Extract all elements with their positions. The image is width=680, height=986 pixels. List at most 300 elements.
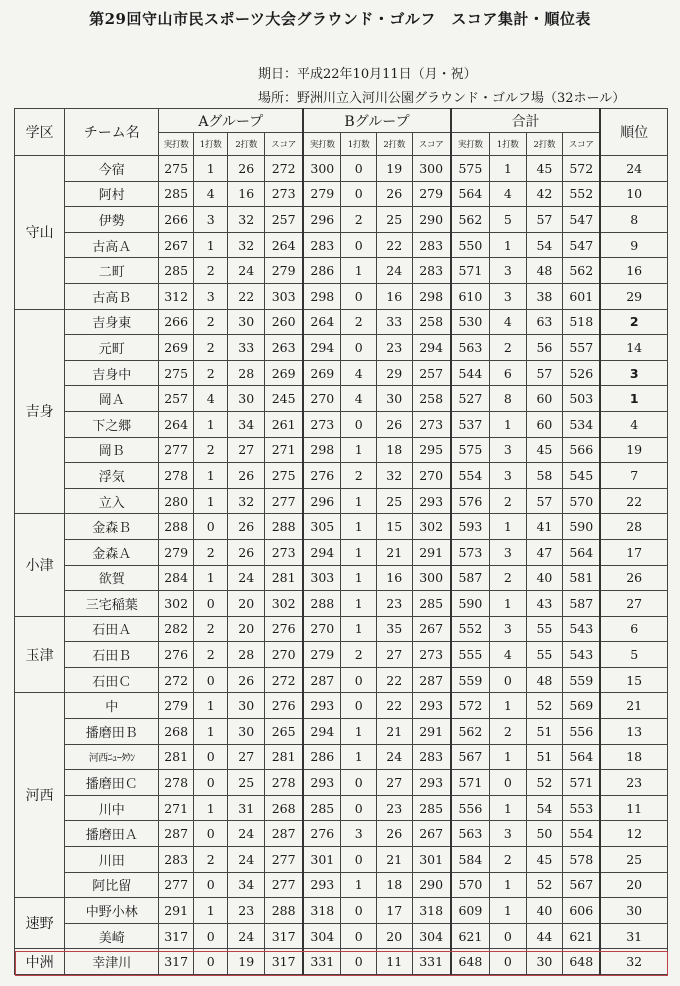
total-score-cell: 606 [563,898,601,924]
group-a-hole-in-one-cell: 2 [193,360,228,386]
total-score-cell: 543 [563,616,601,642]
group-b-score-cell: 290 [412,872,451,898]
total-strokes-cell: 609 [451,898,490,924]
group-b-hole-in-one-cell: 2 [341,207,377,233]
subheader-hole-in-one: 1打数 [193,133,228,156]
group-a-strokes-cell: 277 [159,437,194,463]
group-a-score-cell: 260 [265,309,304,335]
group-b-two-strokes-cell: 33 [376,309,412,335]
group-b-hole-in-one-cell: 0 [341,923,377,949]
rank-cell: 22 [600,488,667,514]
group-a-hole-in-one-cell: 3 [193,283,228,309]
subheader-two-strokes: 2打数 [526,133,563,156]
group-a-strokes-cell: 285 [159,258,194,284]
group-a-two-strokes-cell: 28 [228,642,265,668]
total-hole-in-one-cell: 1 [489,156,526,182]
team-name-cell: 欲賀 [65,565,159,591]
group-b-score-cell: 318 [412,898,451,924]
team-name-cell: 中野小林 [65,898,159,924]
table-row [15,770,668,796]
total-score-cell: 566 [563,437,601,463]
group-a-score-cell: 245 [265,386,304,412]
group-a-score-cell: 257 [265,207,304,233]
subheader-score: スコア [412,133,451,156]
total-hole-in-one-cell: 1 [489,898,526,924]
group-a-score-cell: 273 [265,539,304,565]
group-a-two-strokes-cell: 26 [228,539,265,565]
group-b-score-cell: 293 [412,488,451,514]
group-a-strokes-cell: 285 [159,181,194,207]
total-score-cell: 547 [563,207,601,233]
table-row [15,744,668,770]
rank-cell: 16 [600,258,667,284]
total-hole-in-one-cell: 0 [489,770,526,796]
group-b-hole-in-one-cell: 2 [341,642,377,668]
total-two-strokes-cell: 56 [526,335,563,361]
group-a-score-cell: 271 [265,437,304,463]
total-strokes-cell: 552 [451,616,490,642]
group-b-strokes-cell: 293 [303,693,341,719]
group-b-two-strokes-cell: 17 [376,898,412,924]
total-strokes-cell: 562 [451,207,490,233]
group-b-strokes-cell: 276 [303,463,341,489]
total-two-strokes-cell: 58 [526,463,563,489]
group-b-hole-in-one-cell: 1 [341,539,377,565]
group-a-two-strokes-cell: 20 [228,616,265,642]
total-score-cell: 569 [563,693,601,719]
table-row [15,360,668,386]
group-b-strokes-cell: 285 [303,795,341,821]
group-b-score-cell: 331 [412,949,451,975]
table-row [15,693,668,719]
group-b-hole-in-one-cell: 0 [341,232,377,258]
group-b-hole-in-one-cell: 1 [341,437,377,463]
total-strokes-cell: 570 [451,872,490,898]
group-a-strokes-cell: 302 [159,591,194,617]
rank-cell: 17 [600,539,667,565]
group-a-strokes-cell: 288 [159,514,194,540]
subheader-strokes: 実打数 [303,133,341,156]
rank-cell: 27 [600,591,667,617]
group-b-strokes-cell: 296 [303,488,341,514]
total-score-cell: 553 [563,795,601,821]
group-b-two-strokes-cell: 27 [376,770,412,796]
total-hole-in-one-cell: 3 [489,437,526,463]
total-strokes-cell: 563 [451,821,490,847]
group-b-score-cell: 267 [412,616,451,642]
team-name-cell: 石田Ｃ [65,667,159,693]
team-name-cell: 伊勢 [65,207,159,233]
table-row [15,335,668,361]
group-b-strokes-cell: 286 [303,744,341,770]
group-a-two-strokes-cell: 26 [228,514,265,540]
header-group-a: Aグループ [159,109,303,133]
group-b-strokes-cell: 293 [303,770,341,796]
group-b-score-cell: 283 [412,258,451,284]
rank-cell: 13 [600,719,667,745]
table-row [15,565,668,591]
group-a-two-strokes-cell: 23 [228,898,265,924]
total-two-strokes-cell: 40 [526,565,563,591]
group-b-hole-in-one-cell: 1 [341,616,377,642]
group-b-two-strokes-cell: 23 [376,335,412,361]
group-b-two-strokes-cell: 35 [376,616,412,642]
group-a-hole-in-one-cell: 4 [193,181,228,207]
table-row [15,437,668,463]
group-b-strokes-cell: 296 [303,207,341,233]
total-two-strokes-cell: 54 [526,232,563,258]
group-b-hole-in-one-cell: 4 [341,360,377,386]
total-two-strokes-cell: 44 [526,923,563,949]
total-hole-in-one-cell: 3 [489,463,526,489]
group-a-score-cell: 272 [265,156,304,182]
rank-cell: 23 [600,770,667,796]
rank-cell: 28 [600,514,667,540]
page-title: 第29回守山市民スポーツ大会グラウンド・ゴルフ スコア集計・順位表 [89,10,591,28]
total-strokes-cell: 571 [451,770,490,796]
group-b-strokes-cell: 331 [303,949,341,975]
subheader-strokes: 実打数 [159,133,194,156]
group-a-two-strokes-cell: 34 [228,872,265,898]
rank-cell: 10 [600,181,667,207]
total-hole-in-one-cell: 3 [489,283,526,309]
total-score-cell: 571 [563,770,601,796]
group-b-two-strokes-cell: 20 [376,923,412,949]
total-score-cell: 557 [563,335,601,361]
header-group-b: Bグループ [303,109,451,133]
group-a-hole-in-one-cell: 2 [193,258,228,284]
group-a-two-strokes-cell: 34 [228,411,265,437]
total-score-cell: 559 [563,667,601,693]
group-a-hole-in-one-cell: 1 [193,411,228,437]
group-a-strokes-cell: 284 [159,565,194,591]
total-strokes-cell: 610 [451,283,490,309]
group-a-strokes-cell: 264 [159,411,194,437]
rank-cell: 32 [600,949,667,975]
group-a-hole-in-one-cell: 0 [193,770,228,796]
group-a-strokes-cell: 269 [159,335,194,361]
group-b-hole-in-one-cell: 0 [341,898,377,924]
total-strokes-cell: 527 [451,386,490,412]
group-a-score-cell: 275 [265,463,304,489]
group-a-score-cell: 278 [265,770,304,796]
total-hole-in-one-cell: 1 [489,795,526,821]
rank-cell: 7 [600,463,667,489]
group-b-strokes-cell: 303 [303,565,341,591]
table-row [15,463,668,489]
group-a-two-strokes-cell: 30 [228,719,265,745]
header-district: 学区 [15,109,65,156]
group-a-two-strokes-cell: 24 [228,565,265,591]
district-cell: 中洲 [15,949,65,975]
group-a-strokes-cell: 287 [159,821,194,847]
group-a-hole-in-one-cell: 1 [193,719,228,745]
total-hole-in-one-cell: 1 [489,872,526,898]
group-b-strokes-cell: 300 [303,156,341,182]
rank-cell: 5 [600,642,667,668]
group-a-score-cell: 269 [265,360,304,386]
group-b-strokes-cell: 294 [303,539,341,565]
group-b-score-cell: 258 [412,309,451,335]
group-b-hole-in-one-cell: 1 [341,744,377,770]
district-cell: 小津 [15,514,65,616]
group-b-hole-in-one-cell: 0 [341,335,377,361]
district-cell: 守山 [15,156,65,310]
group-a-two-strokes-cell: 19 [228,949,265,975]
group-b-two-strokes-cell: 23 [376,591,412,617]
group-b-hole-in-one-cell: 0 [341,949,377,975]
group-b-strokes-cell: 293 [303,872,341,898]
group-b-score-cell: 273 [412,411,451,437]
total-hole-in-one-cell: 5 [489,207,526,233]
group-a-two-strokes-cell: 20 [228,591,265,617]
group-b-score-cell: 287 [412,667,451,693]
group-a-strokes-cell: 280 [159,488,194,514]
group-a-score-cell: 277 [265,847,304,873]
group-a-score-cell: 303 [265,283,304,309]
table-row [15,283,668,309]
total-hole-in-one-cell: 3 [489,258,526,284]
total-score-cell: 648 [563,949,601,975]
total-score-cell: 503 [563,386,601,412]
total-score-cell: 564 [563,539,601,565]
subheader-hole-in-one: 1打数 [341,133,377,156]
group-b-two-strokes-cell: 15 [376,514,412,540]
group-b-score-cell: 293 [412,693,451,719]
team-name-cell: 阿比留 [65,872,159,898]
group-b-two-strokes-cell: 25 [376,488,412,514]
total-two-strokes-cell: 52 [526,693,563,719]
group-b-strokes-cell: 298 [303,437,341,463]
subheader-score: スコア [563,133,601,156]
event-venue: 場所：野洲川立入河川公園グラウンド・ゴルフ場（32ホール） [258,91,626,106]
group-b-strokes-cell: 294 [303,335,341,361]
total-score-cell: 570 [563,488,601,514]
team-name-cell: 川田 [65,847,159,873]
rank-cell: 12 [600,821,667,847]
group-b-hole-in-one-cell: 0 [341,667,377,693]
group-a-two-strokes-cell: 30 [228,309,265,335]
total-two-strokes-cell: 60 [526,411,563,437]
group-a-strokes-cell: 291 [159,898,194,924]
group-a-two-strokes-cell: 32 [228,488,265,514]
group-a-hole-in-one-cell: 2 [193,335,228,361]
group-b-two-strokes-cell: 21 [376,719,412,745]
total-two-strokes-cell: 41 [526,514,563,540]
table-row [15,898,668,924]
group-a-two-strokes-cell: 27 [228,437,265,463]
table-row [15,847,668,873]
group-a-score-cell: 317 [265,949,304,975]
group-a-score-cell: 317 [265,923,304,949]
group-b-two-strokes-cell: 23 [376,795,412,821]
subheader-two-strokes: 2打数 [376,133,412,156]
group-b-strokes-cell: 273 [303,411,341,437]
group-a-strokes-cell: 266 [159,309,194,335]
group-b-two-strokes-cell: 18 [376,872,412,898]
group-b-hole-in-one-cell: 0 [341,411,377,437]
team-name-cell: 古高Ａ [65,232,159,258]
group-a-strokes-cell: 279 [159,539,194,565]
group-a-hole-in-one-cell: 0 [193,667,228,693]
group-b-hole-in-one-cell: 1 [341,488,377,514]
total-two-strokes-cell: 30 [526,949,563,975]
group-a-hole-in-one-cell: 0 [193,744,228,770]
group-a-two-strokes-cell: 28 [228,360,265,386]
table-row [15,181,668,207]
total-score-cell: 534 [563,411,601,437]
group-a-strokes-cell: 275 [159,156,194,182]
group-b-hole-in-one-cell: 4 [341,386,377,412]
group-a-strokes-cell: 267 [159,232,194,258]
group-b-strokes-cell: 283 [303,232,341,258]
group-a-score-cell: 281 [265,744,304,770]
subheader-strokes: 実打数 [451,133,490,156]
rank-cell: 31 [600,923,667,949]
group-a-hole-in-one-cell: 1 [193,156,228,182]
total-two-strokes-cell: 48 [526,258,563,284]
group-b-score-cell: 291 [412,719,451,745]
group-b-score-cell: 295 [412,437,451,463]
group-a-strokes-cell: 257 [159,386,194,412]
total-score-cell: 562 [563,258,601,284]
group-a-hole-in-one-cell: 1 [193,898,228,924]
total-hole-in-one-cell: 0 [489,667,526,693]
group-a-score-cell: 261 [265,411,304,437]
group-b-score-cell: 302 [412,514,451,540]
group-a-hole-in-one-cell: 2 [193,616,228,642]
subheader-score: スコア [265,133,304,156]
table-row [15,207,668,233]
group-a-hole-in-one-cell: 1 [193,463,228,489]
group-b-score-cell: 291 [412,539,451,565]
total-hole-in-one-cell: 1 [489,744,526,770]
group-b-hole-in-one-cell: 0 [341,847,377,873]
team-name-cell: 今宿 [65,156,159,182]
team-name-cell: 浮気 [65,463,159,489]
total-strokes-cell: 567 [451,744,490,770]
total-strokes-cell: 587 [451,565,490,591]
rank-cell: 14 [600,335,667,361]
group-a-score-cell: 264 [265,232,304,258]
group-a-hole-in-one-cell: 0 [193,591,228,617]
team-name-cell: 川中 [65,795,159,821]
total-score-cell: 587 [563,591,601,617]
table-row [15,386,668,412]
team-name-cell: 立入 [65,488,159,514]
group-a-score-cell: 279 [265,258,304,284]
rank-cell: 18 [600,744,667,770]
group-b-strokes-cell: 269 [303,360,341,386]
total-strokes-cell: 621 [451,923,490,949]
group-a-two-strokes-cell: 27 [228,744,265,770]
rank-cell: 21 [600,693,667,719]
group-b-score-cell: 285 [412,591,451,617]
total-hole-in-one-cell: 1 [489,693,526,719]
total-score-cell: 556 [563,719,601,745]
total-strokes-cell: 575 [451,156,490,182]
group-b-hole-in-one-cell: 2 [341,463,377,489]
total-two-strokes-cell: 60 [526,386,563,412]
total-hole-in-one-cell: 2 [489,488,526,514]
group-b-score-cell: 290 [412,207,451,233]
group-b-score-cell: 270 [412,463,451,489]
total-hole-in-one-cell: 0 [489,923,526,949]
total-hole-in-one-cell: 2 [489,719,526,745]
total-hole-in-one-cell: 2 [489,847,526,873]
group-b-two-strokes-cell: 30 [376,386,412,412]
team-name-cell: 播磨田Ｃ [65,770,159,796]
total-hole-in-one-cell: 4 [489,309,526,335]
header-total: 合計 [451,109,601,133]
table-row [15,642,668,668]
total-hole-in-one-cell: 1 [489,411,526,437]
group-a-hole-in-one-cell: 1 [193,488,228,514]
group-a-score-cell: 288 [265,898,304,924]
group-b-two-strokes-cell: 29 [376,360,412,386]
group-a-strokes-cell: 279 [159,693,194,719]
group-a-strokes-cell: 281 [159,744,194,770]
total-strokes-cell: 571 [451,258,490,284]
group-a-hole-in-one-cell: 1 [193,693,228,719]
table-row [15,616,668,642]
total-strokes-cell: 648 [451,949,490,975]
total-strokes-cell: 563 [451,335,490,361]
total-strokes-cell: 590 [451,591,490,617]
group-b-two-strokes-cell: 24 [376,744,412,770]
total-strokes-cell: 576 [451,488,490,514]
group-b-hole-in-one-cell: 1 [341,565,377,591]
group-a-strokes-cell: 317 [159,923,194,949]
total-two-strokes-cell: 43 [526,591,563,617]
group-b-two-strokes-cell: 32 [376,463,412,489]
total-strokes-cell: 554 [451,463,490,489]
group-a-score-cell: 276 [265,616,304,642]
district-cell: 玉津 [15,616,65,693]
group-b-two-strokes-cell: 19 [376,156,412,182]
total-score-cell: 518 [563,309,601,335]
group-a-two-strokes-cell: 25 [228,770,265,796]
group-b-hole-in-one-cell: 0 [341,181,377,207]
group-b-strokes-cell: 294 [303,719,341,745]
score-table [14,108,668,975]
rank-cell: 29 [600,283,667,309]
group-b-score-cell: 273 [412,642,451,668]
total-hole-in-one-cell: 2 [489,335,526,361]
total-hole-in-one-cell: 4 [489,642,526,668]
total-two-strokes-cell: 55 [526,616,563,642]
group-a-score-cell: 270 [265,642,304,668]
group-a-score-cell: 272 [265,667,304,693]
group-b-two-strokes-cell: 16 [376,283,412,309]
group-a-two-strokes-cell: 16 [228,181,265,207]
group-a-hole-in-one-cell: 0 [193,923,228,949]
group-a-hole-in-one-cell: 0 [193,949,228,975]
team-name-cell: 中 [65,693,159,719]
group-b-hole-in-one-cell: 2 [341,309,377,335]
group-b-score-cell: 283 [412,232,451,258]
table-row [15,488,668,514]
table-row [15,258,668,284]
team-name-cell: 三宅稲葉 [65,591,159,617]
group-a-two-strokes-cell: 31 [228,795,265,821]
group-b-strokes-cell: 298 [303,283,341,309]
total-two-strokes-cell: 54 [526,795,563,821]
total-two-strokes-cell: 45 [526,437,563,463]
group-a-score-cell: 268 [265,795,304,821]
table-row [15,719,668,745]
group-b-two-strokes-cell: 21 [376,847,412,873]
